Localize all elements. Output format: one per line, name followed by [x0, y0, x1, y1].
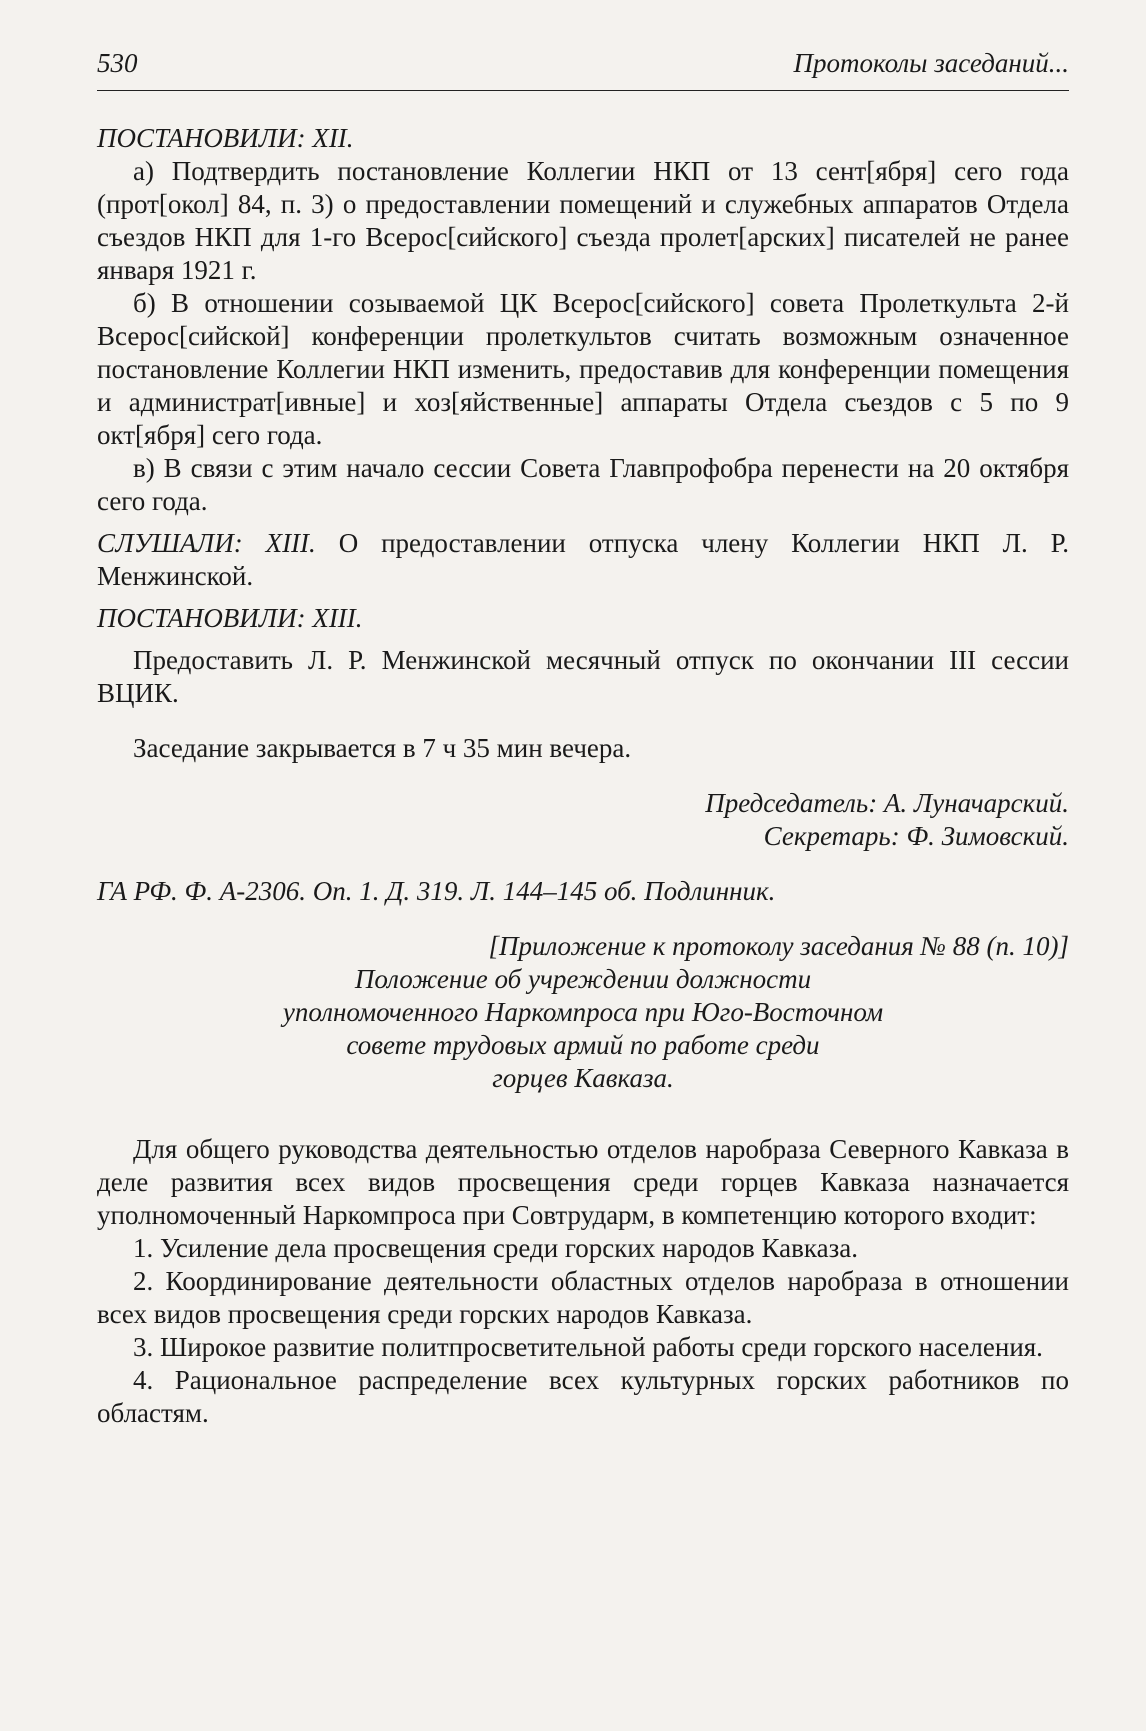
appendix-label: [Приложение к протоколу заседания № 88 (п. 10)] — [488, 931, 1069, 961]
list-item: 4. Рациональное распределение всех культурных горских работников по областям. — [97, 1365, 1069, 1428]
closing-note: Заседание закрывается в 7 ч 35 мин вечера. — [133, 733, 632, 763]
page-header — [97, 44, 1069, 88]
heard-13-paragraph — [97, 527, 1069, 593]
list-item: 2. Координирование деятельности областных отделов наробраза в отношении всех видов просвещения среди горских народов Кавказа. — [97, 1266, 1069, 1329]
resolved-12-item-b: б) В отношении созываемой ЦК Всерос[сийского] совета Пролеткульта 2-й Всерос[сийской] конференции пролеткультов считать возможным означенное постановление Коллегии НКП изменить, предоставив для конференции помещения и администрат[ивные] и хоз[яйственные] аппараты Отдела съездов с 5 по 9 окт[ября] сего года. — [97, 288, 1069, 450]
header-rule — [97, 90, 1069, 91]
appendix-intro: Для общего руководства деятельностью отделов наробраза Северного Кавказа в деле развития всех видов просвещения среди горцев Кавказа назначается уполномоченный Наркомпроса при Совтрударм, в компетенцию которого входит: — [97, 1134, 1069, 1230]
resolved-12-label: ПОСТАНОВИЛИ: XII. — [97, 123, 354, 153]
list-item: 3. Широкое развитие политпросветительной работы среди горского населения. — [133, 1332, 1043, 1362]
appendix-title — [97, 963, 1069, 1095]
page-content — [97, 122, 1069, 1430]
appendix-title-line: Положение об учреждении должности — [354, 964, 812, 994]
appendix-title-line: уполномоченного Наркомпроса при Юго-Восточном — [282, 997, 884, 1027]
chairman-signature: Председатель: А. Луначарский. — [705, 788, 1069, 818]
secretary-signature: Секретарь: Ф. Зимовский. — [763, 821, 1069, 851]
resolved-13-label: ПОСТАНОВИЛИ: XIII. — [97, 603, 363, 633]
resolved-13-text: Предоставить Л. Р. Менжинской месячный отпуск по окончании III сессии ВЦИК. — [97, 645, 1069, 708]
appendix-title-line: совете трудовых армий по работе среди — [346, 1030, 820, 1060]
resolved-12-item-a: а) Подтвердить постановление Коллегии НКП от 13 сент[ября] сего года (прот[окол] 84, п. 3) о предоставлении помещений и служебных аппаратов Отдела съездов НКП для 1-го Всерос[сийского] съезда пролет[арских] писателей не ранее января 1921 г. — [97, 156, 1069, 285]
running-title: Протоколы заседаний... — [793, 48, 1069, 78]
archive-reference: ГА РФ. Ф. А-2306. Оп. 1. Д. 319. Л. 144–145 об. Подлинник. — [97, 876, 776, 906]
list-item: 1. Усиление дела просвещения среди горских народов Кавказа. — [133, 1233, 858, 1263]
page-number: 530 — [97, 48, 138, 78]
heard-13-text: О предоставлении отпуска члену Коллегии НКП Л. Р. Менжинской. — [97, 528, 1069, 591]
resolved-12-item-c: в) В связи с этим начало сессии Совета Главпрофобра перенести на 20 октября сего года. — [97, 453, 1069, 516]
heard-13-label: СЛУШАЛИ: XIII. — [97, 528, 316, 558]
appendix-title-line: горцев Кавказа. — [492, 1063, 674, 1093]
